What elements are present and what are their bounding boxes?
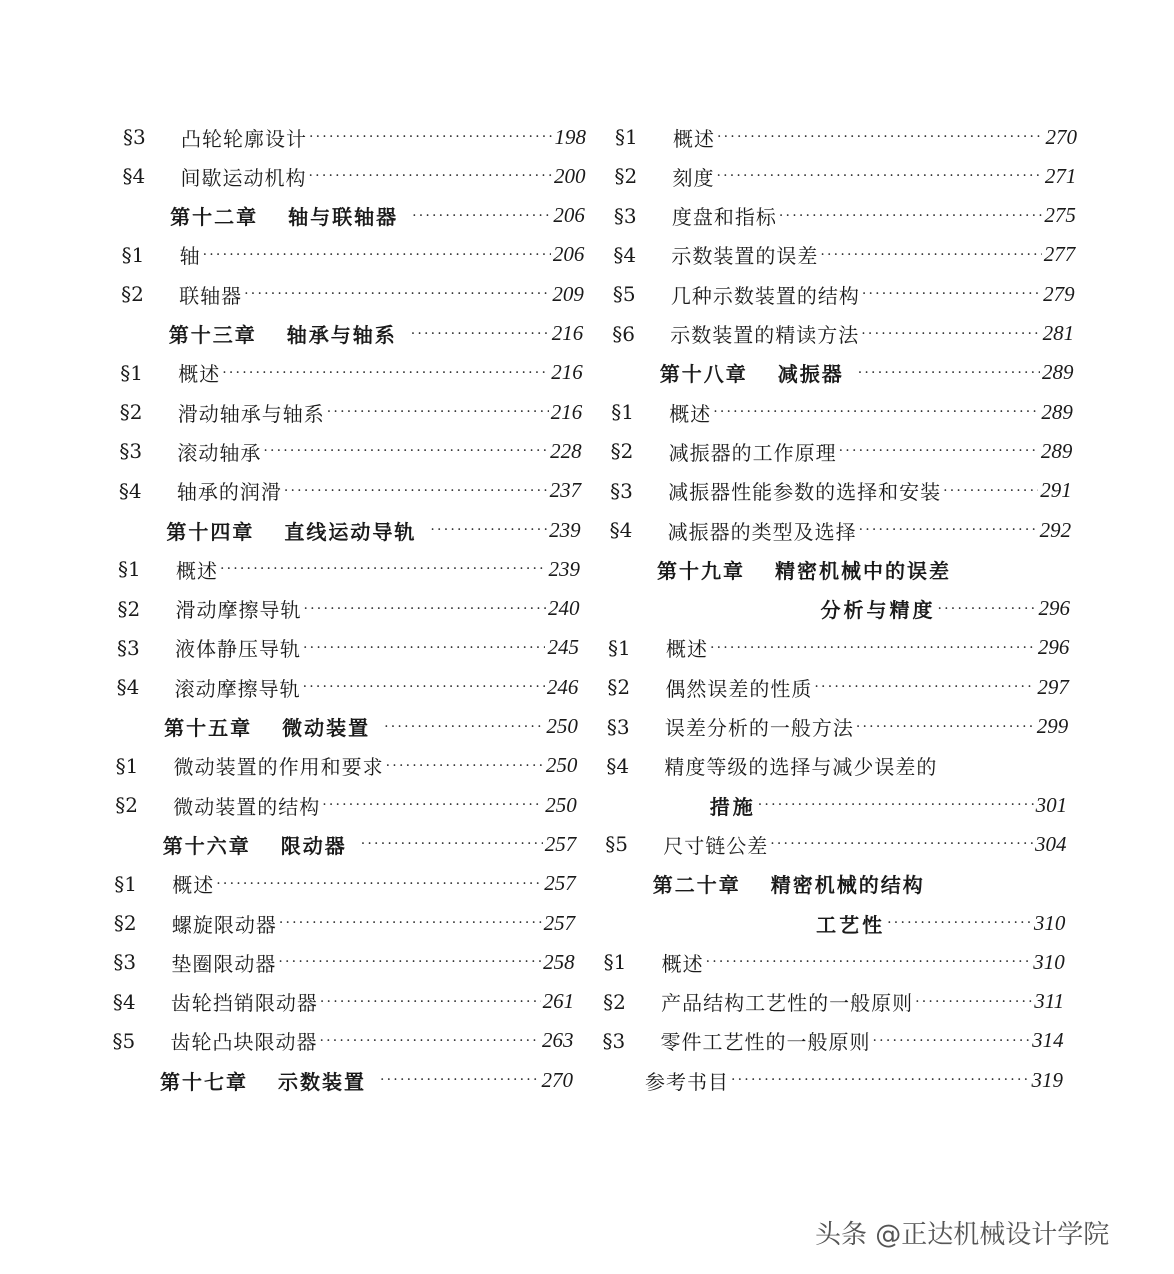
entry-title: 示数装置的误差 [671, 244, 819, 269]
toc-entry [120, 358, 583, 388]
dot-leader [309, 168, 552, 184]
toc-entry [163, 829, 577, 859]
entry-title: 减振器的类型及选择 [667, 519, 857, 544]
dot-leader [309, 129, 553, 145]
entry-title: 精密机械中的误差 [775, 558, 952, 583]
section-number: §1 [603, 950, 627, 975]
dot-leader [411, 326, 550, 342]
section-number: §1 [611, 400, 634, 425]
toc-entry [116, 751, 578, 781]
toc-entry [114, 869, 575, 899]
chapter-number: 第十八章 [659, 362, 748, 387]
toc-entry [603, 1026, 1064, 1056]
page-number: 258 [543, 949, 575, 974]
page-number: 257 [544, 871, 576, 896]
page-number: 228 [550, 438, 582, 463]
entry-title: 尺寸链公差 [663, 833, 769, 858]
section-number: §3 [117, 635, 140, 660]
entry-title: 精度等级的选择与减少误差的 [664, 755, 938, 780]
page-number: 250 [545, 792, 577, 817]
section-number: §4 [606, 753, 630, 778]
section-number: §3 [606, 714, 630, 739]
toc-entry [710, 790, 1067, 820]
toc-entry [608, 633, 1069, 663]
dot-leader [839, 443, 1039, 459]
entry-title: 减振器 [777, 362, 844, 387]
entry-title: 精密机械的结构 [770, 873, 925, 898]
dot-leader [770, 836, 1033, 852]
section-number: §2 [117, 596, 141, 621]
toc-entry [611, 436, 1073, 466]
section-number: §6 [612, 321, 636, 346]
dot-leader [319, 1033, 540, 1049]
toc-entry [123, 122, 586, 152]
entry-title: 齿轮凸块限动器 [170, 1030, 318, 1055]
toc-entry [170, 201, 585, 231]
section-number: §3 [610, 478, 633, 503]
page-number: 299 [1036, 714, 1069, 738]
section-number: §4 [609, 518, 633, 542]
toc-entry [606, 751, 938, 781]
toc-entry [113, 987, 574, 1017]
page-number: 206 [552, 242, 585, 267]
dot-leader [222, 365, 549, 381]
page-number: 246 [546, 674, 579, 699]
section-number: §3 [602, 1028, 626, 1053]
page-number: 310 [1033, 949, 1065, 974]
entry-title: 联轴器 [179, 283, 243, 308]
toc-entry [160, 1065, 573, 1095]
section-number: §1 [114, 871, 138, 896]
chapter-number: 第十五章 [164, 716, 253, 740]
dot-leader [303, 640, 545, 656]
section-number: §2 [603, 989, 626, 1014]
dot-leader [915, 994, 1032, 1010]
page-number: 270 [1045, 124, 1077, 149]
section-number: §4 [118, 478, 142, 503]
entry-title: 滑动轴承与轴系 [177, 401, 325, 426]
dot-leader [938, 601, 1037, 617]
toc-entry [611, 397, 1073, 427]
section-number: §1 [117, 557, 141, 582]
toc-entry [123, 161, 586, 191]
section-number: §3 [113, 950, 137, 975]
page-number: 279 [1043, 281, 1075, 306]
dot-leader [430, 522, 547, 538]
entry-title: 度盘和指标 [671, 205, 777, 230]
page-number: 289 [1041, 399, 1073, 424]
entry-title: 轴承的润滑 [176, 480, 282, 505]
entry-title: 齿轮挡销限动器 [170, 991, 318, 1016]
dot-leader [862, 286, 1041, 302]
toc-entry [164, 712, 578, 742]
page-number: 250 [546, 714, 578, 738]
page-number: 304 [1035, 831, 1067, 856]
entry-title: 参考书目 [645, 1069, 729, 1094]
entry-title: 凸轮轮廓设计 [181, 126, 307, 151]
entry-title: 微动装置 [282, 716, 371, 740]
chapter-number: 第二十章 [652, 873, 741, 898]
entry-title: 误差分析的一般方法 [664, 716, 854, 740]
page-number: 277 [1043, 242, 1076, 267]
entry-title: 概述 [661, 951, 704, 976]
toc-entry [115, 790, 577, 820]
entry-title: 减振器的工作原理 [668, 440, 837, 465]
page-number: 250 [545, 753, 578, 778]
watermark: 头条 @正达机械设计学院 [815, 1220, 1110, 1250]
dot-leader [859, 522, 1038, 538]
dot-leader [386, 758, 544, 774]
dot-leader [710, 640, 1036, 656]
page-number: 239 [548, 556, 581, 581]
toc-entry [613, 279, 1075, 309]
dot-leader [304, 601, 547, 617]
page-number: 257 [543, 910, 576, 935]
dot-leader [873, 1033, 1031, 1049]
dot-leader [284, 483, 548, 499]
entry-title: 液体静压导轨 [175, 637, 302, 662]
page-number: 240 [548, 596, 580, 621]
section-number: §2 [113, 911, 137, 935]
entry-title: 轴与联轴器 [288, 205, 399, 230]
page-number: 209 [552, 281, 584, 306]
dot-leader [779, 208, 1042, 224]
dot-leader [861, 326, 1040, 342]
chapter-number: 第十三章 [168, 323, 257, 347]
entry-title: 概述 [669, 401, 712, 426]
toc-entry [114, 908, 575, 938]
section-number: §4 [116, 675, 140, 700]
toc-entry [604, 947, 1065, 977]
entry-title: 示数装置 [278, 1069, 366, 1094]
toc-entry [603, 987, 1064, 1017]
page-number: 275 [1044, 203, 1076, 228]
dot-leader [856, 719, 1035, 735]
dot-leader [731, 1072, 1030, 1088]
section-number: §1 [120, 360, 143, 385]
dot-leader [279, 915, 542, 931]
dot-leader [713, 404, 1039, 420]
dot-leader [220, 561, 547, 577]
entry-title: 分析与精度 [820, 598, 936, 623]
entry-title: 概述 [665, 637, 708, 662]
toc-entry [613, 240, 1075, 270]
page-number: 289 [1040, 438, 1073, 463]
dot-leader [303, 679, 545, 695]
entry-title: 概述 [673, 126, 715, 151]
entry-title: 概述 [172, 873, 215, 898]
dot-leader [216, 876, 542, 892]
toc-entry [657, 554, 951, 584]
entry-title: 轴 [179, 244, 201, 269]
dot-leader [263, 443, 548, 459]
toc-entry [169, 319, 584, 349]
entry-title: 刻度 [672, 165, 715, 190]
entry-title: 措施 [709, 794, 756, 819]
page-number: 319 [1031, 1067, 1063, 1092]
section-number: §2 [610, 439, 634, 464]
dot-leader [322, 797, 543, 813]
page-number: 281 [1042, 321, 1075, 345]
toc-entry [607, 672, 1068, 702]
entry-title: 产品结构工艺性的一般原则 [661, 991, 914, 1016]
toc-entry [614, 201, 1076, 231]
toc-entry [166, 515, 580, 545]
entry-title: 直线运动导轨 [284, 519, 417, 544]
section-number: §3 [613, 203, 637, 228]
toc-entry [612, 319, 1074, 349]
page-number: 291 [1040, 478, 1072, 503]
section-number: §1 [615, 125, 638, 149]
entry-title: 减振器性能参数的选择和安装 [668, 480, 942, 505]
toc-entry [120, 397, 582, 427]
toc-entry [113, 947, 574, 977]
chapter-number: 第十四章 [166, 519, 255, 544]
entry-title: 滑动摩擦导轨 [175, 598, 302, 623]
toc-entry [118, 594, 580, 624]
dot-leader [820, 247, 1041, 263]
page-number: 216 [550, 399, 583, 424]
section-number: §5 [605, 832, 628, 857]
toc-entry [119, 476, 581, 506]
page-number: 314 [1032, 1028, 1064, 1053]
toc-entry [660, 358, 1074, 388]
toc-entry [605, 829, 1066, 859]
page-number: 245 [547, 635, 579, 660]
page-number: 237 [549, 478, 582, 503]
entry-title: 几种示数装置的结构 [670, 283, 860, 308]
section-number: §2 [607, 675, 631, 700]
section-number: §2 [115, 793, 138, 818]
page-number: 296 [1038, 596, 1070, 621]
toc-entry [117, 672, 579, 702]
page-number: 310 [1033, 910, 1066, 935]
entry-title: 微动装置的作用和要求 [173, 755, 384, 780]
dot-leader [858, 365, 1040, 381]
dot-leader [278, 954, 541, 970]
entry-title: 滚动轴承 [177, 440, 262, 465]
section-number: §5 [612, 282, 636, 307]
entry-title: 零件工艺性的一般原则 [660, 1030, 871, 1055]
page-number: 263 [542, 1028, 574, 1053]
entry-title: 滚动摩擦导轨 [174, 676, 301, 701]
entry-title: 螺旋限动器 [171, 912, 277, 937]
dot-leader [203, 247, 551, 263]
toc-entry [112, 1026, 573, 1056]
section-number: §1 [607, 635, 631, 660]
toc-entry [614, 161, 1076, 191]
section-number: §4 [112, 989, 136, 1014]
page-number: 216 [551, 321, 584, 345]
dot-leader [717, 129, 1044, 145]
section-number: §2 [119, 400, 143, 425]
toc-entry [610, 515, 1072, 545]
page-number: 301 [1035, 792, 1068, 817]
toc-entry [653, 869, 925, 899]
entry-title: 垫圈限动器 [171, 951, 277, 976]
chapter-number: 第十七章 [160, 1069, 248, 1094]
page-number: 289 [1042, 360, 1074, 385]
dot-leader [380, 1072, 540, 1088]
section-number: §1 [121, 242, 145, 267]
entry-title: 示数装置的精读方法 [670, 323, 860, 347]
section-number: §4 [122, 164, 146, 189]
dot-leader [327, 404, 549, 420]
page-number: 296 [1037, 635, 1070, 660]
toc-entry [119, 436, 581, 466]
section-number: §1 [115, 753, 139, 778]
toc-entry [117, 633, 579, 663]
page-number: 239 [549, 517, 581, 542]
page-number: 270 [541, 1067, 573, 1092]
entry-title: 偶然误差的性质 [665, 676, 813, 701]
toc-entry [645, 1065, 1063, 1095]
entry-title: 微动装置的结构 [173, 794, 321, 819]
entry-title: 轴承与轴系 [286, 323, 397, 347]
page-number: 297 [1037, 674, 1069, 699]
dot-leader [716, 168, 1042, 184]
chapter-number: 第十六章 [162, 833, 251, 858]
page-number: 261 [542, 989, 575, 1014]
page-number: 292 [1039, 517, 1072, 542]
entry-title: 概述 [175, 558, 218, 583]
entry-title: 限动器 [280, 833, 347, 858]
chapter-number: 第十九章 [657, 558, 746, 583]
section-number: §3 [119, 439, 143, 464]
section-number: §3 [123, 125, 146, 149]
toc-entry [816, 908, 1065, 938]
toc-entry [118, 554, 580, 584]
section-number: §2 [121, 282, 144, 307]
entry-title: 间歇运动机构 [180, 165, 307, 190]
dot-leader [814, 679, 1035, 695]
entry-title: 概述 [178, 362, 221, 387]
dot-leader [320, 994, 541, 1010]
toc-entry [615, 122, 1077, 152]
toc-entry [607, 712, 1068, 742]
toc-entry [122, 240, 585, 270]
page-number: 200 [553, 163, 586, 188]
section-number: §2 [614, 164, 638, 189]
dot-leader [244, 286, 550, 302]
entry-title: 工艺性 [816, 912, 886, 937]
page-number: 216 [551, 360, 583, 385]
dot-leader [943, 483, 1038, 499]
page-number: 206 [553, 203, 585, 228]
dot-leader [758, 797, 1034, 813]
dot-leader [706, 954, 1032, 970]
page-number: 198 [554, 124, 586, 149]
dot-leader [887, 915, 1032, 931]
page-number: 257 [544, 831, 577, 856]
page-number: 271 [1044, 163, 1077, 188]
toc-entry [121, 279, 584, 309]
page-number: 311 [1034, 989, 1065, 1014]
dot-leader [412, 208, 551, 224]
chapter-number: 第十二章 [170, 205, 259, 230]
toc-entry [610, 476, 1072, 506]
section-number: §4 [613, 242, 637, 267]
dot-leader [384, 719, 544, 735]
dot-leader [361, 836, 543, 852]
section-number: §5 [112, 1028, 136, 1053]
toc-entry [821, 594, 1071, 624]
